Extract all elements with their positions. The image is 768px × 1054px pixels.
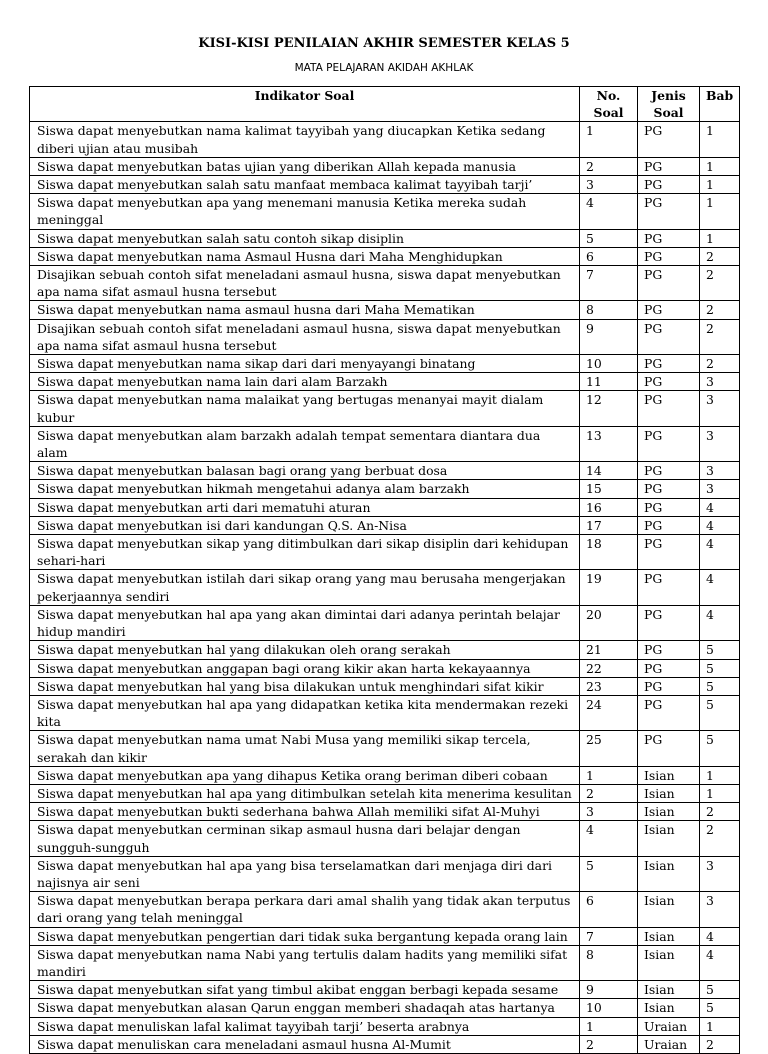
cell-jenis-soal: PG <box>638 731 700 766</box>
table-header-row <box>30 87 740 122</box>
table-row <box>30 194 740 229</box>
cell-indikator: Siswa dapat menyebutkan nama kalimat tayyibah yang diucapkan Ketika sedang diberi ujian atau musibah <box>30 122 580 157</box>
cell-bab: 5 <box>700 999 740 1017</box>
cell-indikator: Siswa dapat menyebutkan nama Nabi yang tertulis dalam hadits yang memiliki sifat mandiri <box>30 945 580 980</box>
table-row <box>30 784 740 802</box>
cell-no-soal: 9 <box>580 319 638 354</box>
cell-jenis-soal: PG <box>638 319 700 354</box>
cell-jenis-soal: Isian <box>638 803 700 821</box>
cell-bab: 3 <box>700 892 740 927</box>
cell-indikator: Siswa dapat menyebutkan apa yang menemani manusia Ketika mereka sudah meninggal <box>30 194 580 229</box>
cell-no-soal: 1 <box>580 122 638 157</box>
table-row <box>30 605 740 640</box>
cell-no-soal: 18 <box>580 535 638 570</box>
cell-indikator: Siswa dapat menyebutkan nama Asmaul Husna dari Maha Menghidupkan <box>30 247 580 265</box>
table-row <box>30 659 740 677</box>
cell-jenis-soal: Uraian <box>638 1017 700 1035</box>
cell-indikator: Siswa dapat menyebutkan hal apa yang bisa terselamatkan dari menjaga diri dari najisnya air seni <box>30 856 580 891</box>
cell-jenis-soal: PG <box>638 641 700 659</box>
document-subtitle: MATA PELAJARAN AKIDAH AKHLAK <box>294 62 474 74</box>
cell-no-soal: 22 <box>580 659 638 677</box>
table-row <box>30 535 740 570</box>
cell-bab: 1 <box>700 176 740 194</box>
cell-indikator: Siswa dapat menyebutkan nama malaikat yang bertugas menanyai mayit dialam kubur <box>30 391 580 426</box>
cell-no-soal: 2 <box>580 784 638 802</box>
table-row <box>30 157 740 175</box>
cell-indikator: Siswa dapat menyebutkan nama umat Nabi Musa yang memiliki sikap tercela, serakah dan kikir <box>30 731 580 766</box>
table-body <box>30 122 740 1054</box>
cell-jenis-soal: Isian <box>638 999 700 1017</box>
cell-no-soal: 6 <box>580 247 638 265</box>
cell-no-soal: 3 <box>580 176 638 194</box>
cell-bab: 5 <box>700 731 740 766</box>
cell-no-soal: 2 <box>580 157 638 175</box>
table-row <box>30 570 740 605</box>
cell-jenis-soal: PG <box>638 659 700 677</box>
cell-jenis-soal: PG <box>638 157 700 175</box>
cell-jenis-soal: PG <box>638 426 700 461</box>
cell-jenis-soal: Isian <box>638 821 700 856</box>
cell-bab: 1 <box>700 229 740 247</box>
cell-no-soal: 8 <box>580 945 638 980</box>
cell-jenis-soal: Isian <box>638 892 700 927</box>
cell-indikator: Siswa dapat menyebutkan anggapan bagi orang kikir akan harta kekayaannya <box>30 659 580 677</box>
cell-indikator: Siswa dapat menyebutkan balasan bagi orang yang berbuat dosa <box>30 462 580 480</box>
cell-bab: 1 <box>700 157 740 175</box>
cell-bab: 2 <box>700 821 740 856</box>
cell-no-soal: 7 <box>580 927 638 945</box>
cell-no-soal: 5 <box>580 856 638 891</box>
cell-no-soal: 3 <box>580 803 638 821</box>
cell-indikator: Siswa dapat menyebutkan hal yang dilakukan oleh orang serakah <box>30 641 580 659</box>
cell-indikator: Siswa dapat menyebutkan hikmah mengetahui adanya alam barzakh <box>30 480 580 498</box>
cell-no-soal: 19 <box>580 570 638 605</box>
cell-jenis-soal: PG <box>638 122 700 157</box>
cell-jenis-soal: PG <box>638 535 700 570</box>
cell-bab: 3 <box>700 373 740 391</box>
cell-jenis-soal: Isian <box>638 784 700 802</box>
table-row <box>30 1017 740 1035</box>
cell-no-soal: 25 <box>580 731 638 766</box>
cell-no-soal: 14 <box>580 462 638 480</box>
cell-no-soal: 10 <box>580 355 638 373</box>
cell-no-soal: 10 <box>580 999 638 1017</box>
cell-indikator: Siswa dapat menyebutkan salah satu manfaat membaca kalimat tayyibah tarji’ <box>30 176 580 194</box>
cell-no-soal: 11 <box>580 373 638 391</box>
header-indikator-soal: Indikator Soal <box>30 87 580 122</box>
cell-jenis-soal: PG <box>638 229 700 247</box>
table-row <box>30 176 740 194</box>
cell-jenis-soal: Isian <box>638 766 700 784</box>
table-row <box>30 641 740 659</box>
cell-no-soal: 2 <box>580 1035 638 1053</box>
cell-bab: 4 <box>700 605 740 640</box>
table-row <box>30 266 740 301</box>
cell-jenis-soal: PG <box>638 498 700 516</box>
header-jenis-soal: Jenis Soal <box>638 87 700 122</box>
cell-no-soal: 5 <box>580 229 638 247</box>
cell-bab: 1 <box>700 194 740 229</box>
cell-jenis-soal: PG <box>638 391 700 426</box>
cell-bab: 4 <box>700 570 740 605</box>
table-row <box>30 355 740 373</box>
cell-indikator: Siswa dapat menyebutkan salah satu contoh sikap disiplin <box>30 229 580 247</box>
cell-bab: 1 <box>700 766 740 784</box>
cell-indikator: Siswa dapat menyebutkan hal apa yang ditimbulkan setelah kita menerima kesulitan <box>30 784 580 802</box>
cell-bab: 2 <box>700 247 740 265</box>
table-row <box>30 247 740 265</box>
cell-jenis-soal: Isian <box>638 927 700 945</box>
cell-indikator: Siswa dapat menyebutkan sikap yang ditimbulkan dari sikap disiplin dari kehidupan sehari-hari <box>30 535 580 570</box>
cell-no-soal: 7 <box>580 266 638 301</box>
table-row <box>30 803 740 821</box>
cell-jenis-soal: PG <box>638 570 700 605</box>
cell-bab: 3 <box>700 856 740 891</box>
cell-jenis-soal: PG <box>638 176 700 194</box>
table-row <box>30 498 740 516</box>
cell-no-soal: 6 <box>580 892 638 927</box>
cell-indikator: Siswa dapat menyebutkan isi dari kandungan Q.S. An-Nisa <box>30 516 580 534</box>
cell-indikator: Siswa dapat menyebutkan batas ujian yang diberikan Allah kepada manusia <box>30 157 580 175</box>
header-no-soal: No. Soal <box>580 87 638 122</box>
cell-bab: 2 <box>700 803 740 821</box>
cell-bab: 1 <box>700 122 740 157</box>
cell-jenis-soal: PG <box>638 194 700 229</box>
table-row <box>30 999 740 1017</box>
cell-bab: 5 <box>700 677 740 695</box>
table-row <box>30 373 740 391</box>
table-row <box>30 229 740 247</box>
cell-indikator: Siswa dapat menyebutkan istilah dari sikap orang yang mau berusaha mengerjakan pekerjaannya sendiri <box>30 570 580 605</box>
table-row <box>30 892 740 927</box>
table-row <box>30 945 740 980</box>
table-row <box>30 391 740 426</box>
cell-no-soal: 1 <box>580 1017 638 1035</box>
cell-jenis-soal: PG <box>638 355 700 373</box>
cell-bab: 2 <box>700 355 740 373</box>
cell-indikator: Siswa dapat menyebutkan cerminan sikap asmaul husna dari belajar dengan sungguh-sungguh <box>30 821 580 856</box>
cell-bab: 4 <box>700 945 740 980</box>
cell-jenis-soal: Uraian <box>638 1035 700 1053</box>
cell-jenis-soal: PG <box>638 462 700 480</box>
table-row <box>30 927 740 945</box>
cell-indikator: Siswa dapat menyebutkan apa yang dihapus Ketika orang beriman diberi cobaan <box>30 766 580 784</box>
cell-no-soal: 13 <box>580 426 638 461</box>
cell-indikator: Siswa dapat menyebutkan alam barzakh adalah tempat sementara diantara dua alam <box>30 426 580 461</box>
table-row <box>30 695 740 730</box>
table-row <box>30 516 740 534</box>
table-row <box>30 856 740 891</box>
cell-indikator: Siswa dapat menyebutkan berapa perkara dari amal shalih yang tidak akan terputus dari orang yang telah meninggal <box>30 892 580 927</box>
cell-indikator: Siswa dapat menyebutkan hal yang bisa dilakukan untuk menghindari sifat kikir <box>30 677 580 695</box>
cell-indikator: Siswa dapat menyebutkan arti dari mematuhi aturan <box>30 498 580 516</box>
table-row <box>30 821 740 856</box>
cell-jenis-soal: PG <box>638 480 700 498</box>
cell-jenis-soal: Isian <box>638 856 700 891</box>
cell-bab: 3 <box>700 391 740 426</box>
cell-bab: 1 <box>700 1017 740 1035</box>
cell-indikator: Siswa dapat menyebutkan nama lain dari alam Barzakh <box>30 373 580 391</box>
cell-bab: 3 <box>700 462 740 480</box>
table-row <box>30 1035 740 1053</box>
cell-no-soal: 21 <box>580 641 638 659</box>
table-row <box>30 462 740 480</box>
table-row <box>30 319 740 354</box>
cell-bab: 4 <box>700 535 740 570</box>
cell-indikator: Siswa dapat menuliskan lafal kalimat tayyibah tarji’ beserta arabnya <box>30 1017 580 1035</box>
cell-bab: 3 <box>700 426 740 461</box>
cell-indikator: Siswa dapat menyebutkan sifat yang timbul akibat enggan berbagi kepada sesame <box>30 981 580 999</box>
cell-jenis-soal: PG <box>638 301 700 319</box>
table-row <box>30 677 740 695</box>
cell-bab: 5 <box>700 659 740 677</box>
cell-bab: 4 <box>700 516 740 534</box>
table-row <box>30 981 740 999</box>
table-row <box>30 122 740 157</box>
cell-bab: 4 <box>700 498 740 516</box>
table-row <box>30 301 740 319</box>
cell-indikator: Siswa dapat menyebutkan nama asmaul husna dari Maha Mematikan <box>30 301 580 319</box>
indicator-table <box>29 86 740 1054</box>
cell-no-soal: 24 <box>580 695 638 730</box>
cell-indikator: Siswa dapat menyebutkan hal apa yang akan dimintai dari adanya perintah belajar hidup mandiri <box>30 605 580 640</box>
cell-jenis-soal: PG <box>638 247 700 265</box>
cell-no-soal: 20 <box>580 605 638 640</box>
cell-indikator: Disajikan sebuah contoh sifat meneladani asmaul husna, siswa dapat menyebutkan apa nama sifat asmaul husna tersebut <box>30 266 580 301</box>
cell-indikator: Siswa dapat menyebutkan hal apa yang didapatkan ketika kita mendermakan rezeki kita <box>30 695 580 730</box>
cell-no-soal: 16 <box>580 498 638 516</box>
cell-bab: 5 <box>700 981 740 999</box>
cell-indikator: Siswa dapat menyebutkan bukti sederhana bahwa Allah memiliki sifat Al-Muhyi <box>30 803 580 821</box>
cell-jenis-soal: PG <box>638 605 700 640</box>
cell-indikator: Disajikan sebuah contoh sifat meneladani asmaul husna, siswa dapat menyebutkan apa nama sifat asmaul husna tersebut <box>30 319 580 354</box>
document-title: KISI-KISI PENILAIAN AKHIR SEMESTER KELAS 5 <box>198 36 570 51</box>
cell-no-soal: 8 <box>580 301 638 319</box>
cell-jenis-soal: Isian <box>638 981 700 999</box>
cell-jenis-soal: PG <box>638 695 700 730</box>
cell-bab: 5 <box>700 695 740 730</box>
cell-no-soal: 1 <box>580 766 638 784</box>
cell-jenis-soal: PG <box>638 516 700 534</box>
cell-indikator: Siswa dapat menuliskan cara meneladani asmaul husna Al-Mumit <box>30 1035 580 1053</box>
cell-jenis-soal: PG <box>638 266 700 301</box>
cell-jenis-soal: PG <box>638 373 700 391</box>
cell-no-soal: 12 <box>580 391 638 426</box>
cell-no-soal: 17 <box>580 516 638 534</box>
cell-bab: 2 <box>700 1035 740 1053</box>
cell-no-soal: 4 <box>580 821 638 856</box>
table-row <box>30 426 740 461</box>
table-row <box>30 766 740 784</box>
cell-bab: 2 <box>700 301 740 319</box>
cell-bab: 2 <box>700 319 740 354</box>
cell-bab: 2 <box>700 266 740 301</box>
header-bab: Bab <box>700 87 740 122</box>
cell-no-soal: 9 <box>580 981 638 999</box>
cell-jenis-soal: PG <box>638 677 700 695</box>
table-row <box>30 731 740 766</box>
cell-indikator: Siswa dapat menyebutkan nama sikap dari dari menyayangi binatang <box>30 355 580 373</box>
table-row <box>30 480 740 498</box>
cell-no-soal: 15 <box>580 480 638 498</box>
cell-indikator: Siswa dapat menyebutkan pengertian dari tidak suka bergantung kepada orang lain <box>30 927 580 945</box>
cell-jenis-soal: Isian <box>638 945 700 980</box>
cell-bab: 4 <box>700 927 740 945</box>
cell-indikator: Siswa dapat menyebutkan alasan Qarun enggan memberi shadaqah atas hartanya <box>30 999 580 1017</box>
cell-no-soal: 4 <box>580 194 638 229</box>
cell-bab: 3 <box>700 480 740 498</box>
cell-no-soal: 23 <box>580 677 638 695</box>
cell-bab: 1 <box>700 784 740 802</box>
cell-bab: 5 <box>700 641 740 659</box>
